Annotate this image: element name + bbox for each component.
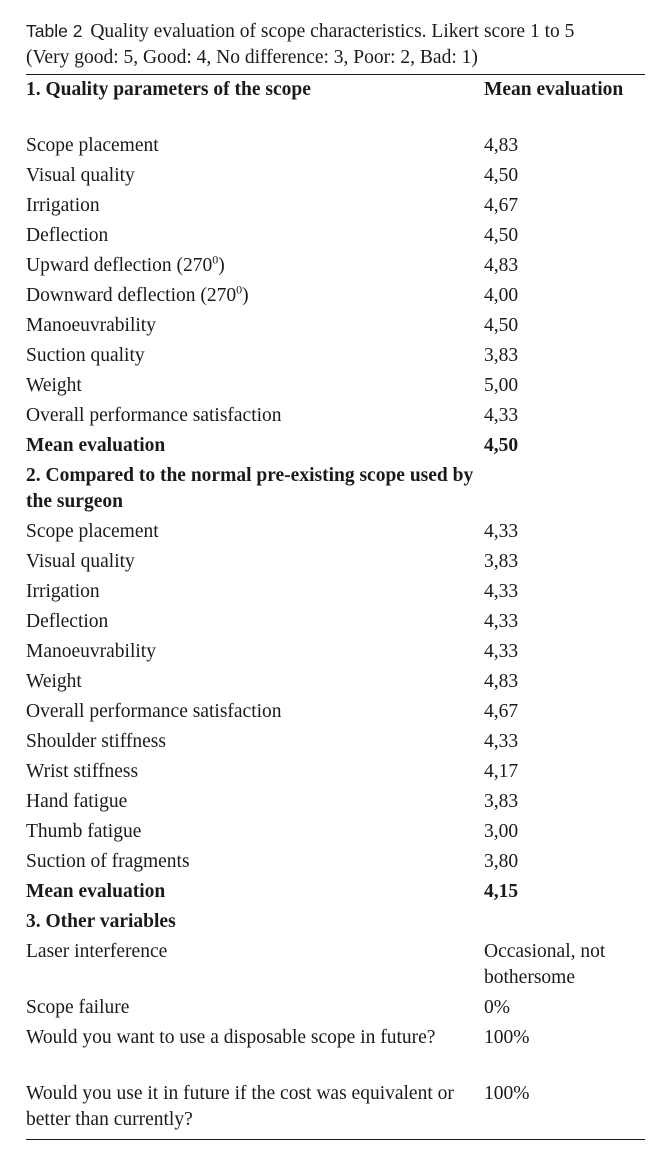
row-value: 4,33 [484, 641, 519, 662]
mean-value: 4,50 [484, 435, 519, 456]
row-label-text: Downward deflection (270 [26, 285, 237, 306]
table-row [26, 253, 645, 283]
table-row [26, 163, 645, 193]
section-heading-row [26, 909, 645, 939]
row-label: Laser interference [26, 941, 168, 962]
table-row [26, 579, 645, 609]
table-row [26, 133, 645, 163]
row-value: 4,33 [484, 611, 519, 632]
row-value: 3,83 [484, 345, 519, 366]
row-value: 4,33 [484, 731, 519, 752]
evaluation-table [26, 75, 645, 1137]
mean-label: Mean evaluation [26, 435, 166, 456]
row-label: Scope placement [26, 135, 159, 156]
table-row [26, 939, 645, 995]
table-row [26, 669, 645, 699]
row-value: 4,33 [484, 521, 519, 542]
row-label: Weight [26, 375, 82, 396]
caption-line-2: (Very good: 5, Good: 4, No difference: 3, Poor: 2, Bad: 1) [26, 47, 478, 68]
row-label: Scope placement [26, 521, 159, 542]
table-row [26, 283, 645, 313]
table-figure [26, 18, 645, 1140]
table-row [26, 759, 645, 789]
mean-value: 4,15 [484, 881, 519, 902]
row-value: 3,00 [484, 821, 519, 842]
bottom-rule [26, 1139, 645, 1140]
row-value: 3,80 [484, 851, 519, 872]
row-value: 100% [484, 1083, 530, 1104]
table-row [26, 639, 645, 669]
row-label: Suction of fragments [26, 851, 190, 872]
table-caption [26, 18, 645, 71]
table-row [26, 819, 645, 849]
table-row [26, 1025, 645, 1081]
row-label: Shoulder stiffness [26, 731, 166, 752]
row-value: 4,33 [484, 581, 519, 602]
table-row [26, 223, 645, 253]
row-label: Overall performance satisfaction [26, 701, 282, 722]
table-row [26, 995, 645, 1025]
table-row [26, 193, 645, 223]
mean-label: Mean evaluation [26, 881, 166, 902]
table-row [26, 403, 645, 433]
table-row [26, 609, 645, 639]
row-label: Visual quality [26, 551, 135, 572]
table-row [26, 729, 645, 759]
row-label [26, 283, 484, 313]
mean-row [26, 433, 645, 463]
table-row [26, 373, 645, 403]
row-value: 4,00 [484, 285, 519, 306]
header-row [26, 75, 645, 133]
row-label: Suction quality [26, 345, 145, 366]
row-label-suffix: ) [242, 285, 249, 306]
row-value: Occasional, not bothersome [484, 941, 606, 988]
table-row [26, 343, 645, 373]
row-value: 3,83 [484, 791, 519, 812]
row-value: 4,67 [484, 701, 519, 722]
header-col1: 1. Quality parameters of the scope [26, 79, 311, 100]
section-heading: 2. Compared to the normal pre-existing scope used by the surgeon [26, 465, 474, 512]
table-row [26, 789, 645, 819]
row-value: 5,00 [484, 375, 519, 396]
row-value: 4,33 [484, 405, 519, 426]
table-row [26, 849, 645, 879]
row-value: 3,83 [484, 551, 519, 572]
row-label: Deflection [26, 225, 109, 246]
mean-row [26, 879, 645, 909]
table-label: Table 2 [26, 21, 83, 41]
table-row [26, 549, 645, 579]
row-label: Visual quality [26, 165, 135, 186]
degree-superscript: 0 [212, 252, 219, 267]
row-label: Weight [26, 671, 82, 692]
row-label: Overall performance satisfaction [26, 405, 282, 426]
row-value: 4,83 [484, 671, 519, 692]
row-value: 100% [484, 1027, 530, 1048]
row-value: 4,50 [484, 225, 519, 246]
row-label: Manoeuvrability [26, 641, 156, 662]
table-row [26, 699, 645, 729]
row-value: 4,83 [484, 135, 519, 156]
row-value: 4,83 [484, 255, 519, 276]
row-value: 4,50 [484, 165, 519, 186]
degree-superscript: 0 [236, 282, 243, 297]
row-value: 4,17 [484, 761, 519, 782]
section-heading-row [26, 463, 645, 519]
row-label: Deflection [26, 611, 109, 632]
row-label: Would you want to use a disposable scope in future? [26, 1027, 436, 1048]
row-label: Wrist stiffness [26, 761, 139, 782]
row-label [26, 253, 484, 283]
row-label: Hand fatigue [26, 791, 128, 812]
caption-line-1: Quality evaluation of scope characteristics. Likert score 1 to 5 [90, 21, 575, 42]
table-row [26, 313, 645, 343]
row-label: Irrigation [26, 581, 100, 602]
table-row [26, 519, 645, 549]
table-row [26, 1081, 645, 1137]
row-label: Scope failure [26, 997, 130, 1018]
row-value: 0% [484, 997, 510, 1018]
row-label-suffix: ) [218, 255, 225, 276]
row-label-text: Upward deflection (270 [26, 255, 213, 276]
section-heading: 3. Other variables [26, 911, 176, 932]
row-label: Manoeuvrability [26, 315, 156, 336]
row-label: Would you use it in future if the cost was equivalent or better than currently? [26, 1083, 454, 1130]
row-label: Thumb fatigue [26, 821, 142, 842]
row-value: 4,67 [484, 195, 519, 216]
row-value: 4,50 [484, 315, 519, 336]
row-label: Irrigation [26, 195, 100, 216]
header-col2: Mean evaluation [484, 79, 624, 100]
